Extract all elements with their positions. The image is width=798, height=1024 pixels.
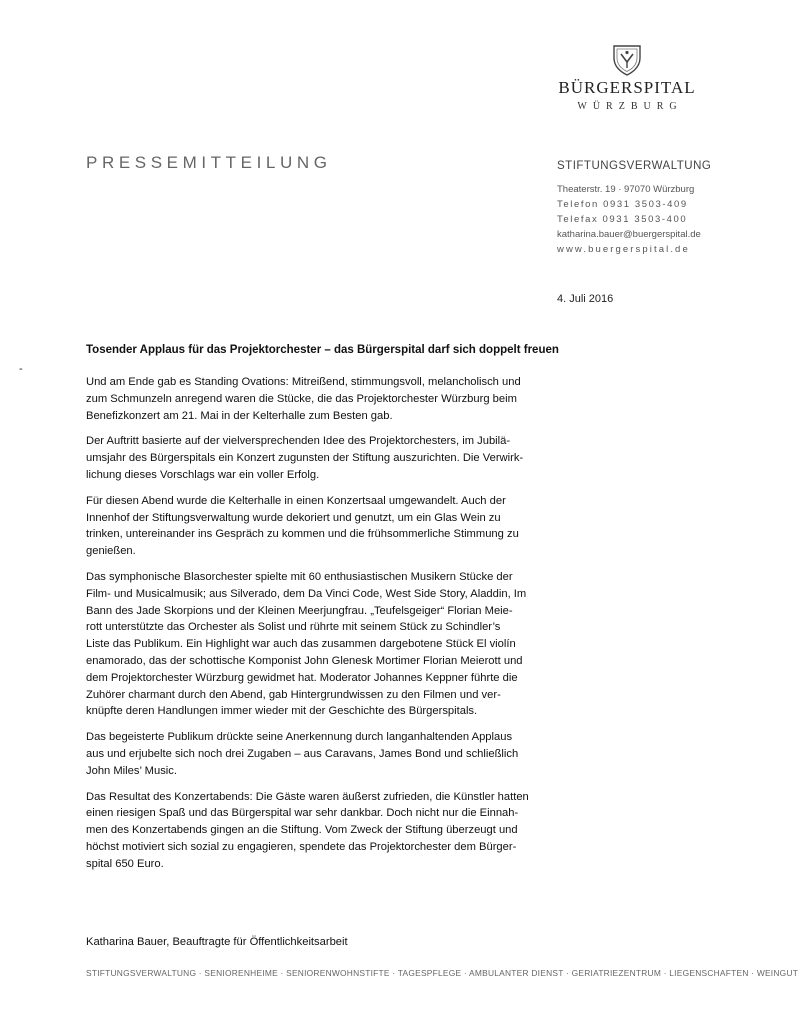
text-line: rott unterstützte das Orchester als Solist und rührte mit seinem Stück zu Schindler’s (86, 621, 501, 634)
signature: Katharina Bauer, Beauftragte für Öffentlichkeitsarbeit (86, 936, 348, 948)
article-headline: Tosender Applaus für das Projektorchester – das Bürgerspital darf sich doppelt freuen (86, 344, 559, 356)
article-body (86, 374, 541, 882)
text-line: dem Projektorchester Würzburg gewidmet hat. Moderator Johannes Keppner führte die (86, 671, 518, 684)
text-line: umsjahr des Bürgerspitals ein Konzert zugunsten der Stiftung auszurichten. Die Verwirk- (86, 452, 524, 465)
contact-email[interactable]: katharina.bauer@buergerspital.de (557, 229, 701, 240)
text-line: Zuhörer charmant durch den Abend, gab Hintergrundwissen zu den Filmen und ver- (86, 688, 501, 701)
text-line: Für diesen Abend wurde die Kelterhalle in einen Konzertsaal umgewandelt. Auch der (86, 494, 506, 507)
margin-mark: - (19, 363, 23, 375)
contact-block (557, 158, 712, 257)
paragraph (86, 493, 541, 560)
paragraph (86, 729, 541, 779)
text-line: men des Konzertabends gingen an die Stiftung. Vom Zweck der Stiftung überzeugt und (86, 824, 518, 837)
text-line: Das symphonische Blasorchester spielte mit 60 enthusiastischen Musikern Stücke der (86, 570, 513, 583)
text-line: knüpfte deren Handlungen immer wieder mit der Geschichte des Bürgerspitals. (86, 705, 478, 718)
text-line: Das Resultat des Konzertabends: Die Gäste waren äußerst zufrieden, die Künstler hatten (86, 790, 529, 803)
paragraph (86, 433, 541, 483)
text-line: trinken, untereinander ins Gespräch zu kommen und die frühsommerliche Stimmung zu (86, 528, 519, 541)
text-line: Bann des Jade Skorpions und der Kleinen Meerjungfrau. „Teufelsgeiger“ Florian Meie- (86, 604, 513, 617)
logo-city: WÜRZBURG (577, 101, 683, 112)
text-line: aus und erjubelte sich noch drei Zugaben – aus Caravans, James Bond und schließlich (86, 747, 519, 760)
text-line: höchst motiviert sich sozial zu engagieren, spendete das Projektorchester dem Bürger- (86, 840, 517, 853)
contact-phone: Telefon 0931 3503-409 (557, 199, 688, 210)
document-date: 4. Juli 2016 (557, 293, 614, 305)
contact-fax: Telefax 0931 3503-400 (557, 214, 688, 225)
shield-crest-icon (612, 44, 642, 76)
text-line: Das begeisterte Publikum drückte seine Anerkennung durch langanhaltenden Applaus (86, 731, 513, 744)
contact-address: Theaterstr. 19 · 97070 Würzburg (557, 184, 695, 195)
paragraph (86, 374, 541, 424)
text-line: Innenhof der Stiftungsverwaltung wurde dekoriert und genutzt, um ein Glas Wein zu (86, 511, 501, 524)
paragraph (86, 569, 541, 720)
text-line: genießen. (86, 545, 136, 558)
text-line: zum Schmunzeln anregend waren die Stücke, die das Projektorchester Würzburg beim (86, 392, 517, 405)
paragraph (86, 789, 541, 873)
press-release-title: PRESSEMITTEILUNG (86, 153, 332, 172)
text-line: enamorado, das der schottische Komponist John Glenesk Mortimer Florian Meierott und (86, 654, 523, 667)
text-line: Film- und Musicalmusik; aus Silverado, dem Da Vinci Code, West Side Story, Aladdin, Im (86, 587, 527, 600)
contact-heading: STIFTUNGSVERWALTUNG (557, 160, 712, 172)
contact-website[interactable]: www.buergerspital.de (557, 244, 690, 255)
text-line: spital 650 Euro. (86, 857, 164, 870)
text-line: Liste das Publikum. Ein Highlight war auch das zusammen dargebotene Stück El violín (86, 638, 516, 651)
text-line: einen riesigen Spaß und das Bürgerspital war sehr dankbar. Doch nicht nur die Einnah- (86, 807, 519, 820)
text-line: Benefizkonzert am 21. Mai in der Kelterhalle zum Besten gab. (86, 409, 393, 422)
buergerspital-logo (552, 44, 702, 113)
text-line: Der Auftritt basierte auf der vielversprechenden Idee des Projektorchesters, im Jubilä- (86, 435, 511, 448)
footer-divisions: STIFTUNGSVERWALTUNG · SENIORENHEIME · SENIORENWOHNSTIFTE · TAGESPFLEGE · AMBULANTER DIENST · GERIATRIEZENTRUM · LIEGENSCHAFTEN · WEINGUT (86, 968, 798, 978)
text-line: Und am Ende gab es Standing Ovations: Mitreißend, stimmungsvoll, melancholisch und (86, 376, 521, 388)
logo-name: BÜRGERSPITAL (558, 78, 696, 97)
text-line: John Miles’ Music. (86, 764, 177, 777)
text-line: lichung dieses Vorschlags war ein voller Erfolg. (86, 468, 320, 481)
